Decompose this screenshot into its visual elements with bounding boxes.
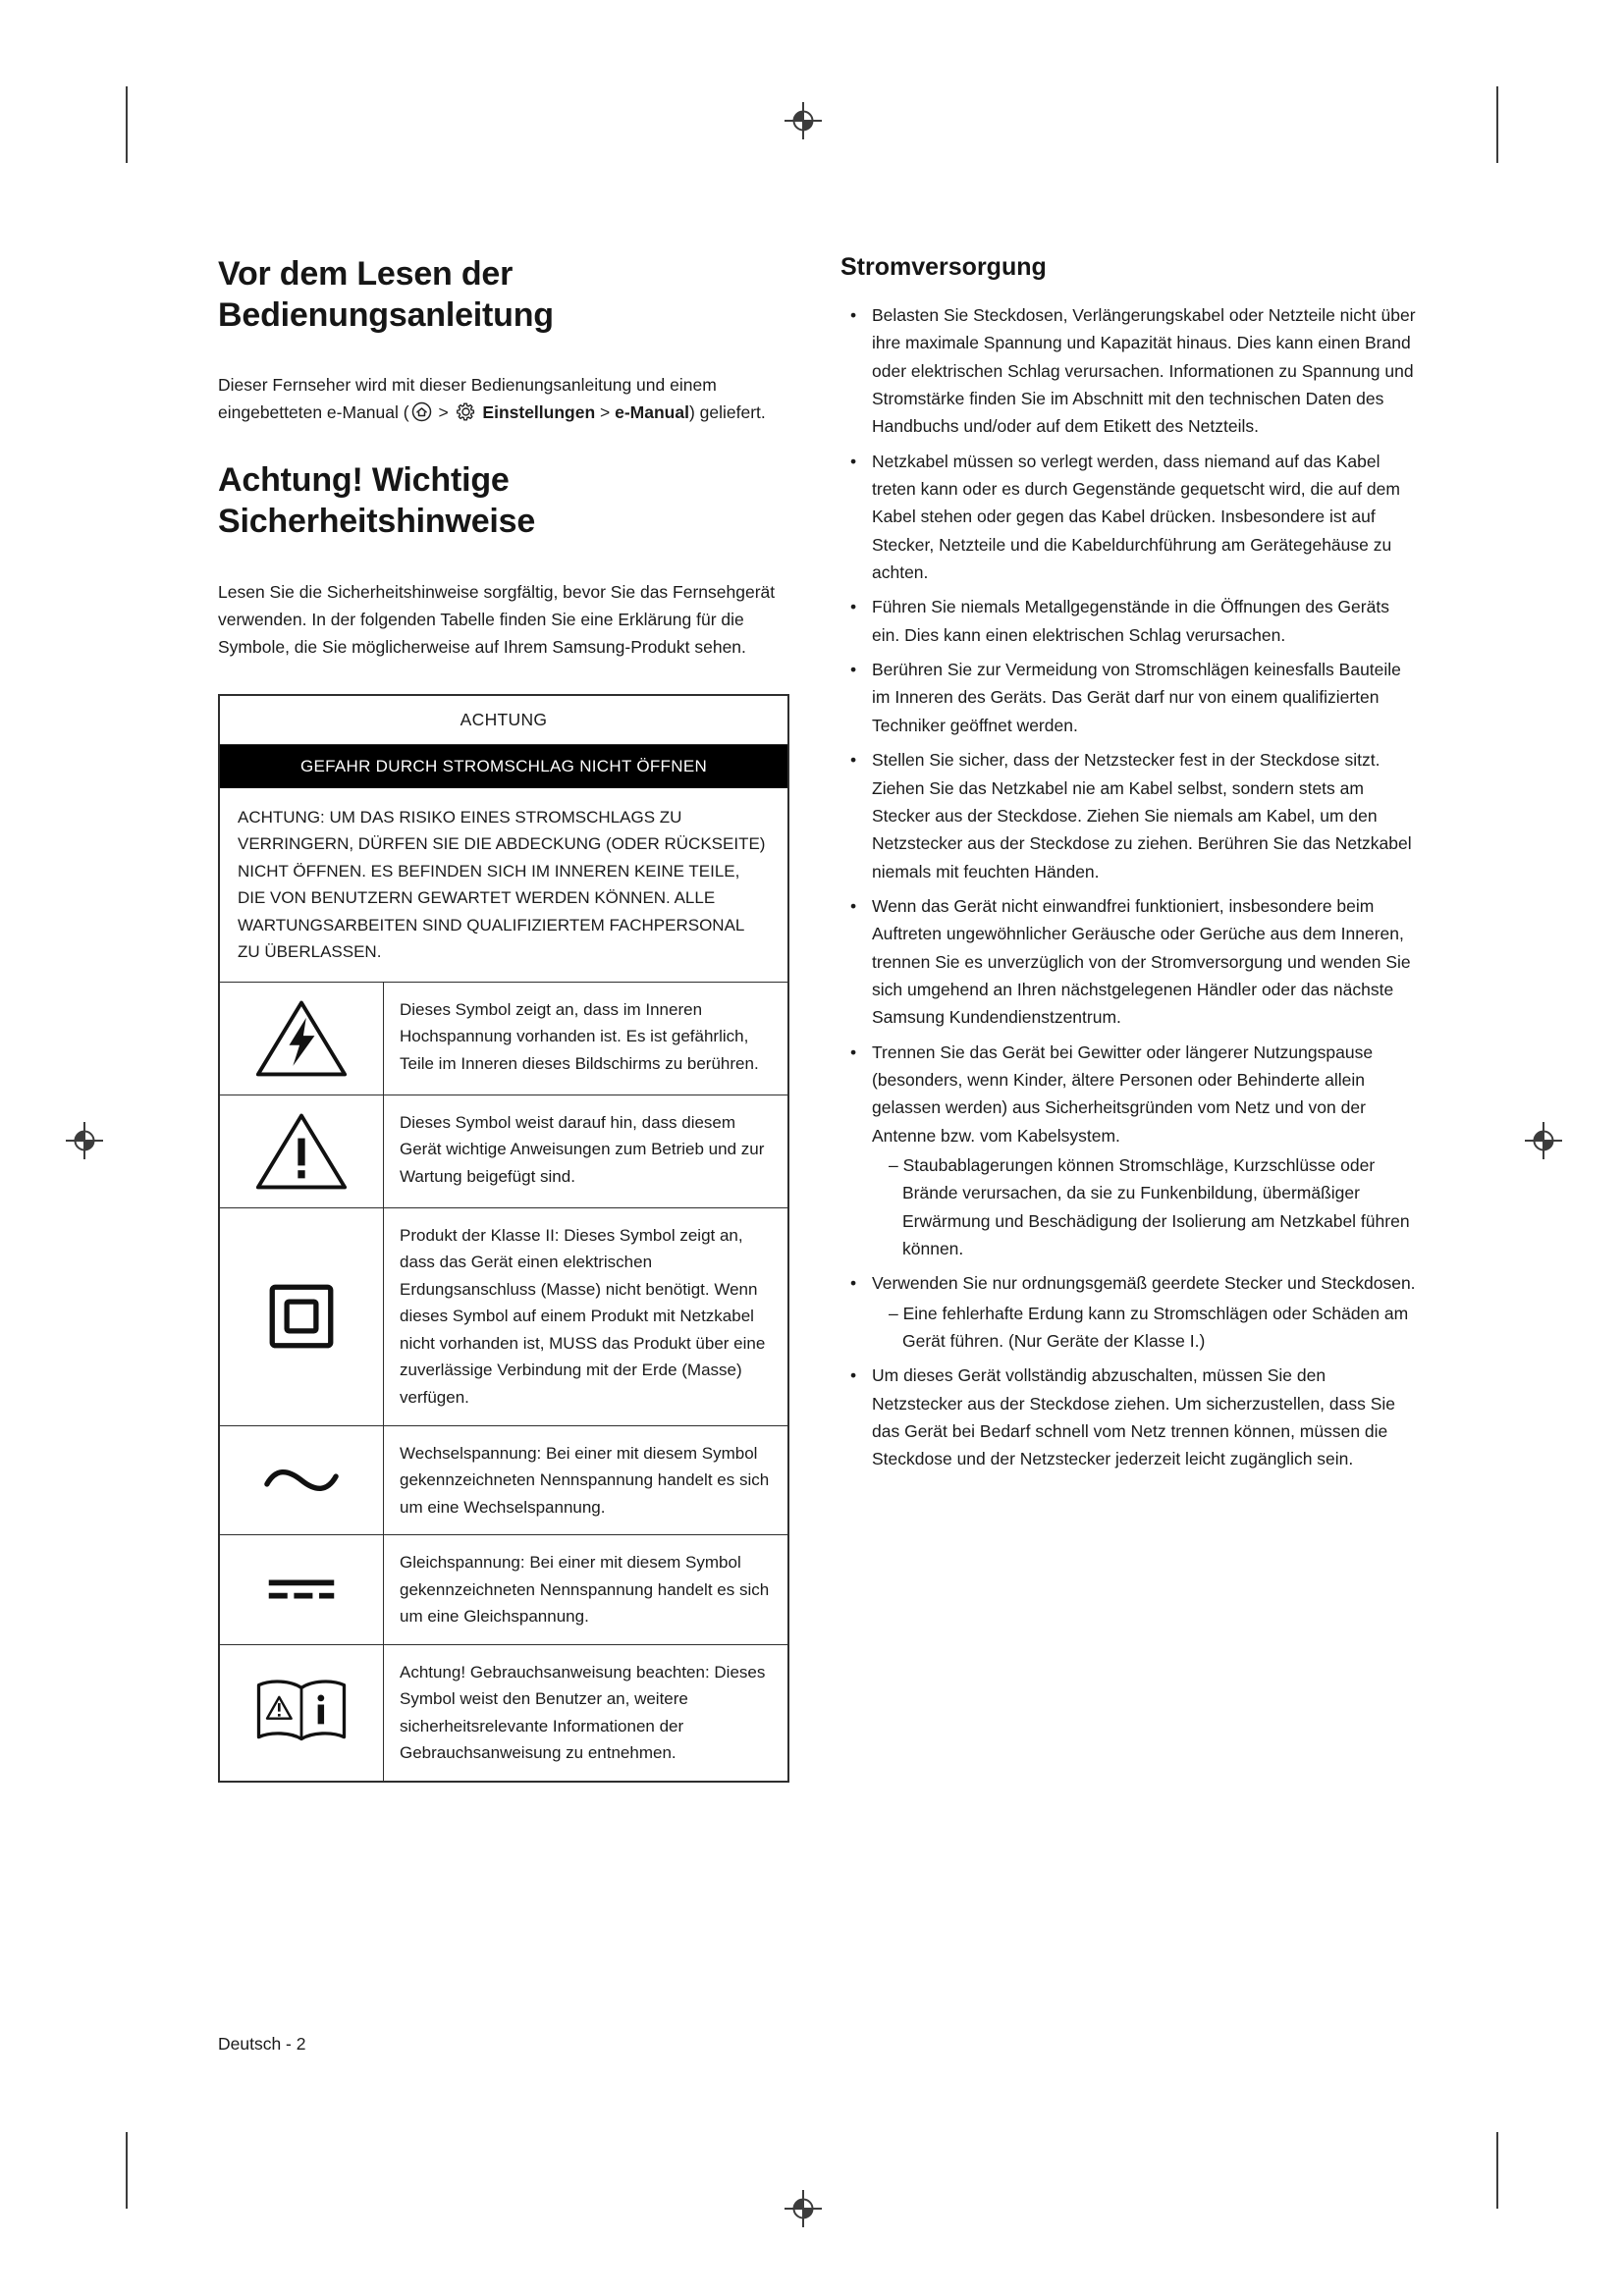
left-column [218,253,789,1783]
list-item [840,448,1420,587]
list-item-text: Verwenden Sie nur ordnungsgemäß geerdete Stecker und Steckdosen. [872,1273,1416,1294]
intro-text: > [595,402,616,423]
section-title-power: Stromversorgung [840,253,1047,281]
crop-mark [126,86,128,163]
crop-mark [1496,86,1498,163]
danger-band: GEFAHR DURCH STROMSCHLAG NICHT ÖFFNEN [220,745,787,788]
title-line: Sicherheitshinweise [218,503,536,541]
symbol-description: Dieses Symbol weist darauf hin, dass diesem Gerät wichtige Anweisungen zum Betrieb und zur Wartung beigefügt sind. [400,1112,765,1186]
list-item-text: Trennen Sie das Gerät bei Gewitter oder längerer Nutzungspause (besonders, wenn Kinder, ältere Personen oder Behinderte allein gelassen werden) aus Sicherheitsgründen vom Netz und von der Antenne bzw. vom Kabelsystem. [872,1041,1374,1146]
symbol-description: Wechselspannung: Bei einer mit diesem Symbol gekennzeichneten Nennspannung handelt es sich um eine Wechselspannung. [400,1443,770,1517]
table-row [220,1535,787,1645]
caution-text: ACHTUNG: UM DAS RISIKO EINES STROMSCHLAGS ZU VERRINGERN, DÜRFEN SIE DIE ABDECKUNG (ODER RÜCKSEITE) NICHT ÖFFNEN. ES BEFINDEN SICH IM INNEREN KEINE TEILE, DIE VON BENUTZERN GEWARTET WERDEN KÖNNEN. ALLE WARTUNGSARBEITEN SIND QUALIFIZIERTEM FACHPERSONAL ZU ÜBERLASSEN. [220,788,787,983]
list-subnote: – Staubablagerungen können Stromschläge, Kurzschlüsse oder Brände verursachen, da sie zu Funkenbildung, übermäßiger Erwärmung und Beschädigung der Isolierung am Netzkabel führen können. [889,1154,1410,1258]
section-title-safety [218,459,789,542]
list-item [840,746,1420,885]
list-item [840,656,1420,739]
table-row [220,983,787,1095]
list-item [840,1269,1420,1355]
list-item [840,301,1420,441]
title-line: Achtung! Wichtige [218,461,510,500]
intro-text: > [433,402,454,423]
intro-text: ) geliefert. [688,402,766,423]
list-item [840,1362,1420,1472]
symbol-description: Gleichspannung: Bei einer mit diesem Symbol gekennzeichneten Nennspannung handelt es sich um eine Gleichspannung. [400,1553,770,1627]
crop-mark [1496,2132,1498,2209]
symbol-description: Dieses Symbol zeigt an, dass im Inneren Hochspannung vorhanden ist. Es ist gefährlich, Teile im Inneren dieses Bildschirms zu berühren. [400,999,759,1073]
consult-manual-icon [220,1645,384,1781]
intro-paragraph [218,371,789,426]
title-line: Vor dem Lesen der [218,255,514,293]
home-icon [411,401,432,422]
list-item-text: Stellen Sie sicher, dass der Netzstecker fest in der Steckdose sitzt. Ziehen Sie das Netzkabel nie am Kabel selbst, sondern stets am Stecker aus der Steckdose. Ziehen Sie niemals am Kabel, um den Netzstecker aus der Steckdose zu ziehen. Berühren Sie das Netzkabel niemals mit feuchten Händen. [872,750,1412,881]
list-item-text: Netzkabel müssen so verlegt werden, dass niemand auf das Kabel treten kann oder es durch Gegenstände gequetscht wird, die auf dem Kabel stehen oder gegen das Kabel drücken. Insbesondere ist auf Stecker, Netzteile und die Kabeldurchführung am Gerätegehäuse zu achten. [872,451,1400,583]
list-item-text: Führen Sie niemals Metallgegenstände in die Öffnungen des Geräts ein. Dies kann einen elektrischen Schlag verursachen. [872,597,1389,645]
list-item-text: Wenn das Gerät nicht einwandfrei funktioniert, insbesondere beim Auftreten ungewöhnlicher Geräusche oder Gerüche aus dem Inneren, trennen Sie es unverzüglich von der Stromversorgung und wenden Sie sich umgehend an Ihren nächstgelegenen Händler oder das nächste Samsung Kundendienstzentrum. [872,895,1411,1028]
table-row [220,1645,787,1781]
ac-voltage-icon [220,1426,384,1535]
registration-mark-icon [784,101,823,140]
registration-mark-icon [65,1121,104,1160]
high-voltage-icon [220,983,384,1095]
right-column [840,253,1420,1480]
settings-label: Einstellungen [482,402,596,423]
section-title-before-reading [218,253,789,336]
registration-mark-icon [1524,1121,1563,1160]
list-item [840,1039,1420,1263]
table-row [220,1208,787,1426]
registration-mark-icon [784,2189,823,2228]
list-item-text: Belasten Sie Steckdosen, Verlängerungskabel oder Netzteile nicht über ihre maximale Spannung und Kapazität hinaus. Dies kann einen Brand oder elektrischen Schlag verursachen. Informationen zu Spannung und Stromstärke finden Sie im Abschnitt mit den technischen Daten des Handbuchs und/oder auf dem Etikett des Netzteils. [872,305,1416,437]
title-line: Bedienungsanleitung [218,296,554,335]
class2-icon [220,1208,384,1425]
power-safety-list [840,301,1420,1473]
symbol-description: Produkt der Klasse II: Dieses Symbol zeigt an, dass das Gerät einen elektrischen Erdungsanschluss (Masse) nicht benötigt. Wenn dieses Symbol auf einem Produkt mit Netzkabel nicht vorhanden ist, MUSS das Produkt über eine zuverlässige Verbindung mit der Erde (Masse) verfügen. [400,1225,766,1407]
dc-voltage-icon [220,1535,384,1644]
crop-mark [126,2132,128,2209]
table-row [220,1095,787,1208]
table-row [220,1426,787,1536]
list-item-text: Um dieses Gerät vollständig abzuschalten, müssen Sie den Netzstecker aus der Steckdose ziehen. Um sicherzustellen, dass Sie das Gerät bei Bedarf schnell vom Netz trennen können, müssen die Steckdose und der Netzstecker jederzeit leicht zugänglich sein. [872,1365,1396,1469]
gear-icon [456,401,476,422]
list-item [840,892,1420,1032]
important-instructions-icon [220,1095,384,1207]
safety-symbol-table [218,694,789,1783]
intro-text: Dieser Fernseher wird mit dieser Bedienungsanleitung und einem eingebetteten e-Manual ( [218,375,717,423]
symbol-description: Achtung! Gebrauchsanweisung beachten: Dieses Symbol weist den Benutzer an, weitere sicherheitsrelevante Informationen der Gebrauchsanweisung zu entnehmen. [400,1662,766,1763]
safety-intro-paragraph: Lesen Sie die Sicherheitshinweise sorgfältig, bevor Sie das Fernsehgerät verwenden. In der folgenden Tabelle finden Sie eine Erklärung für die Symbole, die Sie möglicherweise auf Ihrem Samsung-Produkt sehen. [218,581,776,657]
page-footer: Deutsch - 2 [218,2034,306,2054]
list-subnote: – Eine fehlerhafte Erdung kann zu Stromschlägen oder Schäden am Gerät führen. (Nur Geräte der Klasse I.) [889,1303,1409,1352]
list-item [840,593,1420,649]
emanual-label: e-Manual [615,402,689,423]
list-item-text: Berühren Sie zur Vermeidung von Stromschlägen keinesfalls Bauteile im Inneren des Geräts. Das Gerät darf nur von einem qualifizierten Techniker geöffnet werden. [872,660,1401,735]
table-header: ACHTUNG [220,696,787,745]
